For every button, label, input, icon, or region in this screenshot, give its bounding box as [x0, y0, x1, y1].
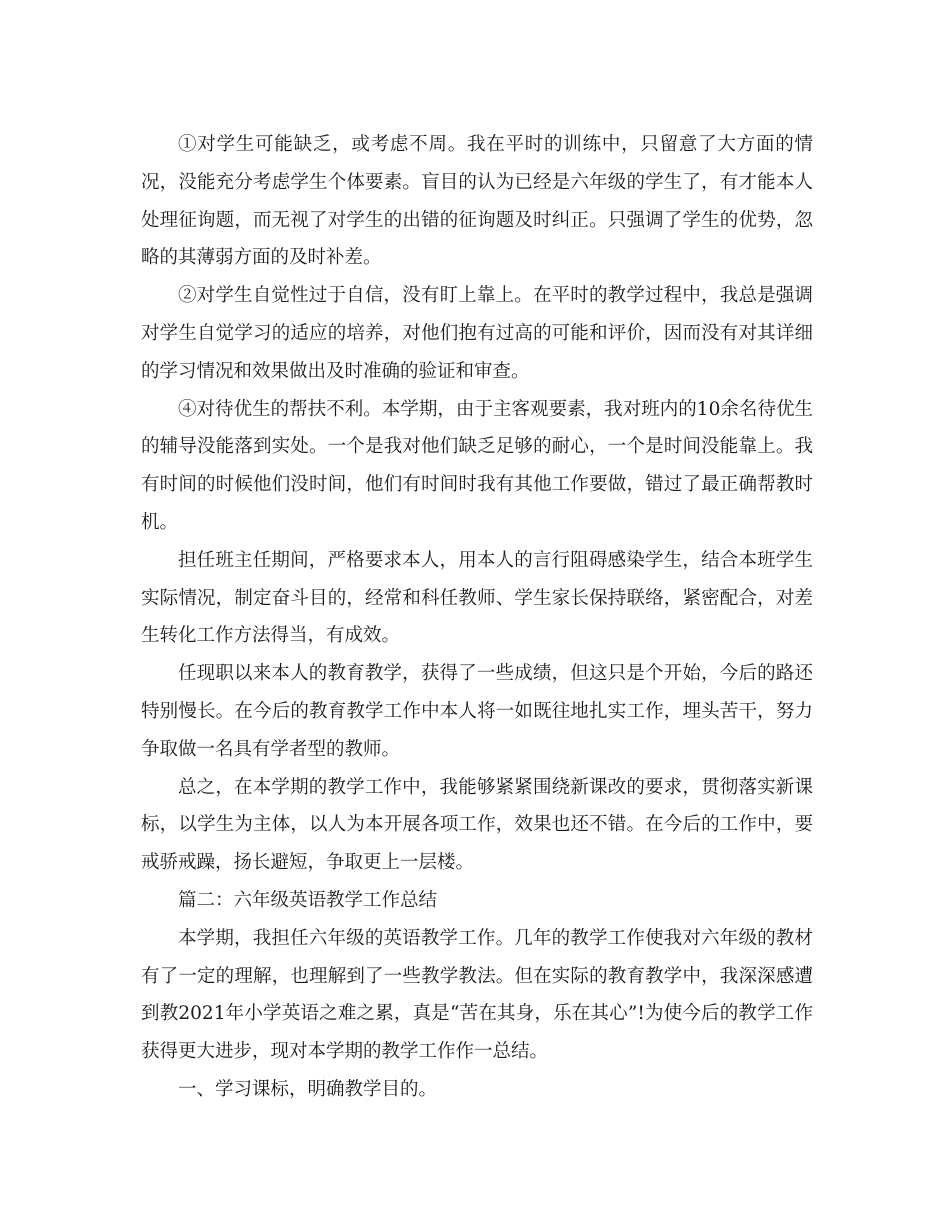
section-heading-part-two: 篇二：六年级英语教学工作总结 [178, 889, 438, 911]
paragraph-conclusion: 总之，在本学期的教学工作中，我能够紧紧围绕新课改的要求，贯彻落实新课标，以学生为主体，以人为本开展各项工作，效果也还不错。在今后的工作中，要戒骄戒躁，扬长避短，争取更上一层楼。 [141, 776, 813, 874]
document-body [141, 126, 813, 1109]
paragraph-achievements: 任现职以来本人的教育教学，获得了一些成绩，但这只是个开始，今后的路还特别慢长。在今后的教育教学工作中本人将一如既往地扎实工作，埋头苦干，努力争取做一名具有学者型的教师。 [141, 663, 813, 760]
paragraph-class-teacher: 担任班主任期间，严格要求本人，用本人的言行阻碍感染学生，结合本班学生实际情况，制定奋斗目的，经常和科任教师、学生家长保持联络，紧密配合，对差生转化工作方法得当，有成效。 [141, 549, 813, 647]
paragraph-neglect-individual: ①对学生可能缺乏，或考虑不周。我在平时的训练中，只留意了大方面的情况，没能充分考虑学生个体要素。盲目的认为已经是六年级的学生了，有才能本人处理征询题，而无视了对学生的出错的征询题及时纠正。只强调了学生的优势，忽略的其薄弱方面的及时补差。 [141, 134, 813, 269]
section-heading-curriculum: 一、学习课标，明确教学目的。 [178, 1078, 438, 1100]
paragraph-struggling-students: ④对待优生的帮扶不利。本学期，由于主客观要素，我对班内的10余名待优生的辅导没能落到实处。一个是我对他们缺乏足够的耐心，一个是时间没能靠上。我有时间的时候他们没时间，他们有时间时我有其他工作要做，错过了最正确帮教时机。 [141, 398, 813, 533]
paragraph-overconfidence: ②对学生自觉性过于自信，没有盯上靠上。在平时的教学过程中，我总是强调对学生自觉学习的适应的培养，对他们抱有过高的可能和评价，因而没有对其详细的学习情况和效果做出及时准确的验证和审查。 [141, 285, 813, 382]
paragraph-english-intro: 本学期，我担任六年级的英语教学工作。几年的教学工作使我对六年级的教材有了一定的理解，也理解到了一些教学教法。但在实际的教育教学中，我深深感遭到教2021年小学英语之难之累，真是“苦在其身，乐在其心”!为使今后的教学工作获得更大进步，现对本学期的教学工作作一总结。 [141, 927, 813, 1063]
